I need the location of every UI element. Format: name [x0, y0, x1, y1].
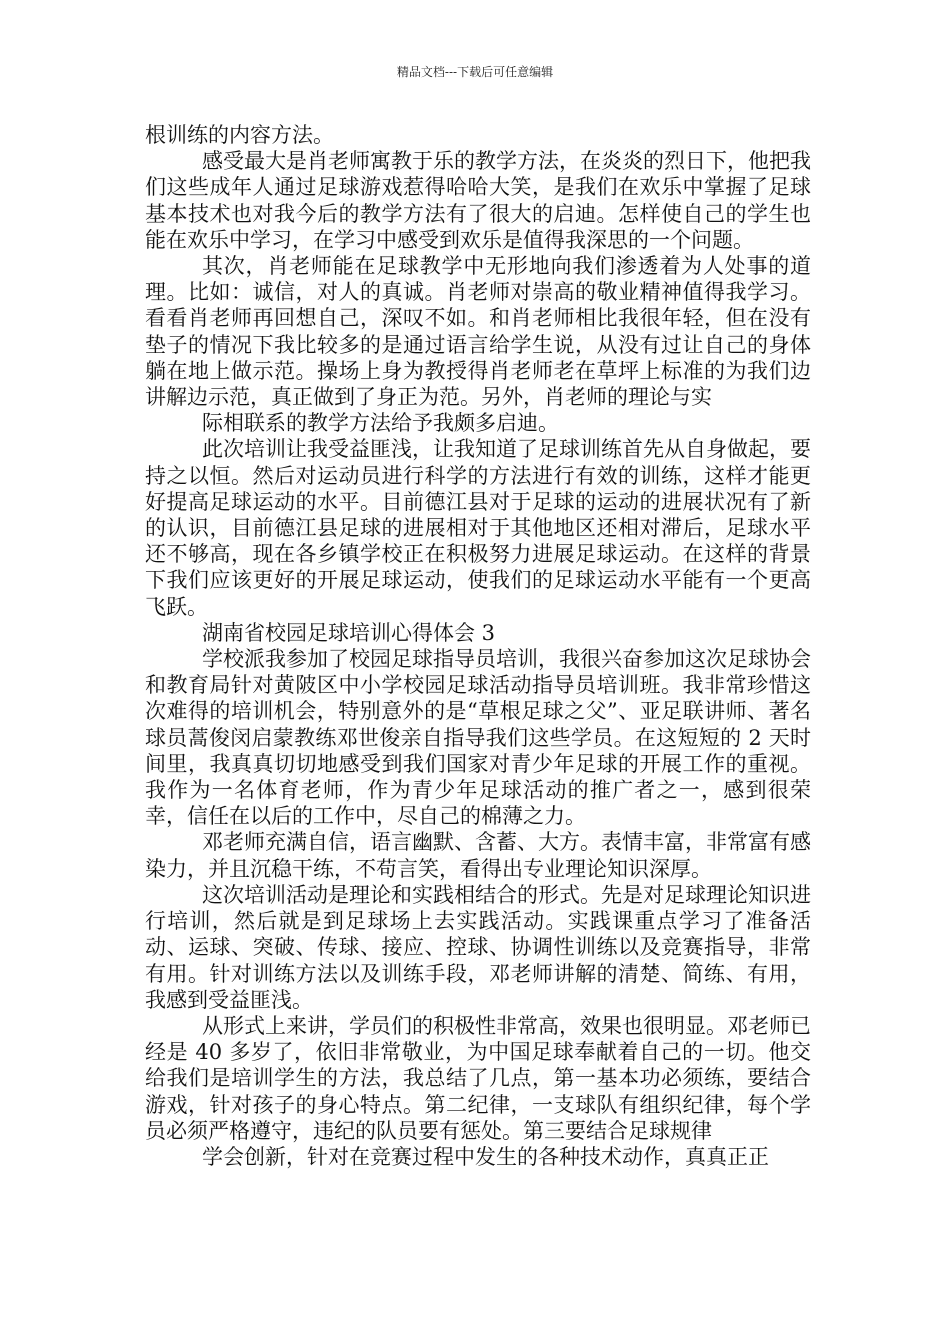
- paragraph: 从形式上来讲，学员们的积极性非常高，效果也很明显。邓老师已经是 40 多岁了，依旧非常敬业，为中国足球奉献着自己的一切。他交给我们是培训学生的方法，我总结了几点，第一基本功必须练，要结合游戏，针对孩子的身心特点。第二纪律，一支球队有组织纪律，每个学员必须严格遵守，违纪的队员要有惩处。第三要结合足球规律: [145, 1013, 811, 1143]
- document-body: [145, 122, 811, 1170]
- paragraph: 学会创新，针对在竞赛过程中发生的各种技术动作，真真正正: [202, 1144, 769, 1169]
- paragraph: 际相联系的教学方法给予我颇多启迪。: [202, 411, 559, 436]
- section-heading: 湖南省校园足球培训心得体会 3: [202, 620, 496, 645]
- paragraph: 这次培训活动是理论和实践相结合的形式。先是对足球理论知识进行培训，然后就是到足球场上去实践活动。实践课重点学习了准备活动、运球、突破、传球、接应、控球、协调性训练以及竞赛指导，非常有用。针对训练方法以及训练手段，邓老师讲解的清楚、简练、有用，我感到受益匪浅。: [145, 882, 811, 1012]
- paragraph: 此次培训让我受益匪浅，让我知道了足球训练首先从自身做起，要持之以恒。然后对运动员进行科学的方法进行有效的训练，这样才能更好提高足球运动的水平。目前德江县对于足球的运动的进展状况有了新的认识，目前德江县足球的进展相对于其他地区还相对滞后，足球水平还不够高，现在各乡镇学校正在积极努力进展足球运动。在这样的背景下我们应该更好的开展足球运动，使我们的足球运动水平能有一个更高飞跃。: [145, 437, 811, 619]
- paragraph: 根训练的内容方法。: [145, 123, 334, 147]
- paragraph: 感受最大是肖老师寓教于乐的教学方法，在炎炎的烈日下，他把我们这些成年人通过足球游戏惹得哈哈大笑，是我们在欢乐中掌握了足球基本技术也对我今后的教学方法有了很大的启迪。怎样使自己的学生也能在欢乐中学习，在学习中感受到欢乐是值得我深思的一个问题。: [145, 149, 811, 252]
- paragraph: 邓老师充满自信，语言幽默、含蓄、大方。表情丰富，非常富有感染力，并且沉稳干练，不苟言笑，看得出专业理论知识深厚。: [145, 830, 811, 881]
- page-header: 精品文档---下载后可任意编辑: [396, 65, 554, 79]
- paragraph: 其次，肖老师能在足球教学中无形地向我们渗透着为人处事的道理。比如：诚信，对人的真诚。肖老师对崇高的敬业精神值得我学习。看看肖老师再回想自己，深叹不如。和肖老师相比我很年轻，但在没有垫子的情况下我比较多的是通过语言给学生说，从没有过让自己的身体躺在地上做示范。操场上身为教授得肖老师老在草坪上标准的为我们边讲解边示范，真正做到了身正为范。另外，肖老师的理论与实: [145, 254, 811, 410]
- paragraph: 学校派我参加了校园足球指导员培训，我很兴奋参加这次足球协会和教育局针对黄陂区中小学校园足球活动指导员培训班。我非常珍惜这次难得的培训机会，特别意外的是“草根足球之父”、亚足联讲师、著名球员蒿俊闵启蒙教练邓世俊亲自指导我们这些学员。在这短短的 2 天时间里，我真真切切地感受到我们国家对青少年足球的开展工作的重视。我作为一名体育老师，作为青少年足球活动的推广者之一，感到很荣幸，信任在以后的工作中，尽自己的棉薄之力。: [145, 647, 811, 829]
